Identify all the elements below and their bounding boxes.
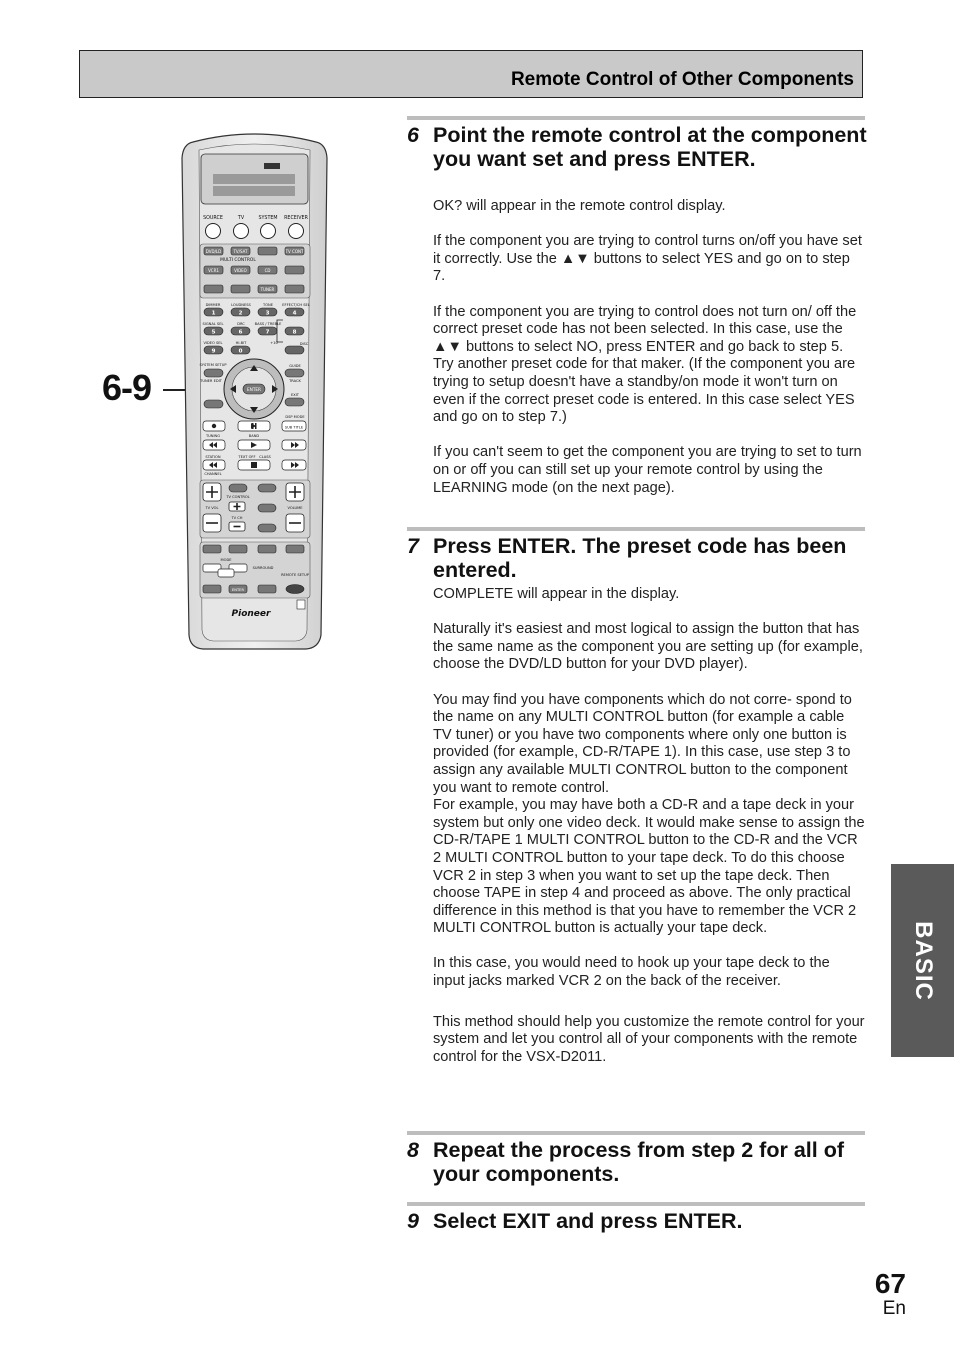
remote-control-illustration [181, 130, 328, 650]
svg-text:BAND: BAND [248, 434, 260, 438]
svg-text:4: 4 [292, 310, 297, 317]
label-multi-control: MULTI CONTROL [220, 258, 256, 263]
svg-text:VCR1: VCR1 [208, 268, 219, 273]
step-title: Select EXIT and press ENTER. [433, 1209, 743, 1233]
step-title: Press ENTER. The preset code has been entered. [433, 534, 847, 582]
paragraph: If you can't seem to get the component you are trying to set to turn on or off you can still set up your remote control by using the LEARNING mode (on the next page). [433, 444, 862, 496]
svg-text:+10: +10 [270, 341, 278, 345]
svg-text:TV CONT: TV CONT [285, 249, 304, 254]
step-number: 9 [407, 1209, 419, 1233]
step-6-body [433, 198, 865, 497]
paragraph: Naturally it's easiest and most logical to assign the button that has the same name as the component you are setting up (for example, choose the DVD/LD button for your DVD player). [433, 621, 863, 673]
svg-text:TV VOL: TV VOL [205, 506, 219, 510]
svg-text:TEXT OFF: TEXT OFF [238, 455, 256, 459]
paragraph: If the component you are trying to control does not turn on/ off the correct preset code has not been selected. In this case, use the ▲▼ buttons to select NO, press ENTER and go back to step 5. Try another preset code for that maker. (If the component you are trying to setup doesn't have a standby/on mode it won't turn on even if the correct preset code is entered. In this case select YES and go on to step 7.) [433, 303, 857, 426]
section-rule [407, 1131, 865, 1135]
svg-text:2: 2 [238, 310, 243, 317]
svg-text:DRC: DRC [237, 322, 245, 326]
svg-text:0: 0 [238, 348, 243, 355]
svg-text:DSP MODE: DSP MODE [285, 415, 305, 419]
paragraph: In this case, you would need to hook up your tape deck to the input jacks marked VCR 2 on the back of the receiver. [433, 955, 830, 990]
svg-text:EFFECT/CH SEL: EFFECT/CH SEL [282, 303, 310, 307]
step-8 [407, 1138, 867, 1186]
paragraph: This method should help you customize the remote control for your system and let you control all of your components with the remote control for the VSX-D2011. [433, 1013, 865, 1065]
svg-text:SYSTEM SETUP: SYSTEM SETUP [199, 363, 227, 367]
svg-text:EXIT: EXIT [291, 393, 299, 397]
page-number: 67 [874, 1268, 906, 1299]
svg-text:8: 8 [292, 329, 297, 336]
chapter-tab [891, 864, 954, 1057]
svg-text:9: 9 [211, 348, 216, 355]
svg-text:TUNER: TUNER [260, 287, 275, 292]
svg-text:DISC: DISC [299, 342, 309, 346]
svg-text:LOUDNESS: LOUDNESS [231, 303, 251, 307]
step-number: 8 [407, 1138, 419, 1162]
section-header-bar [79, 50, 863, 98]
label-tv: TV [237, 216, 245, 221]
svg-text:SURROUND: SURROUND [252, 566, 274, 570]
svg-text:REMOTE SETUP: REMOTE SETUP [281, 573, 309, 577]
svg-text:CHANNEL: CHANNEL [204, 472, 222, 476]
svg-text:CD: CD [264, 268, 271, 273]
svg-text:TV/SAT: TV/SAT [233, 249, 248, 254]
paragraph: You may find you have components which do not corre- spond to the name on any MULTI CONTROL button (for example a cable TV tuner) or you have two components where only one button is provided (for example, CD-R/TAPE 1). In this case, use step 3 to assign any available MULTI CONTROL button to the component you want to remote control. [433, 691, 852, 796]
paragraph: For example, you may have both a CD-R and a tape deck in your system but only one video deck. It would make sense to assign the CD-R/TAPE 1 MULTI CONTROL button to the CD-R and the VCR 2 MULTI CONTROL button to your tape deck. To do this choose VCR 2 in step 3 when you want to set up the tape deck. Then choose TAPE in step 4 and proceed as above. The only practical difference in this method is that you have to remember the VCR 2 MULTI CONTROL button is actually your tape deck. [433, 797, 865, 937]
svg-text:TUNING: TUNING [205, 434, 221, 438]
svg-text:GUIDE: GUIDE [289, 364, 301, 368]
svg-text:TONE: TONE [263, 303, 273, 307]
step-9 [407, 1209, 867, 1233]
svg-text:TV CH: TV CH [231, 516, 243, 520]
svg-text:VOLUME: VOLUME [287, 506, 303, 510]
svg-text:STATION: STATION [205, 455, 221, 459]
svg-text:MODE: MODE [220, 558, 232, 562]
svg-text:VIDEO SEL: VIDEO SEL [203, 341, 223, 345]
section-rule [407, 527, 865, 531]
svg-text:SUB TITLE: SUB TITLE [284, 425, 304, 430]
svg-text:SIGNAL SEL: SIGNAL SEL [202, 322, 224, 326]
svg-text:TRACK: TRACK [289, 379, 301, 383]
svg-text:3: 3 [265, 310, 270, 317]
paragraph: If the component you are trying to control turns on/off you have set it correctly. Use the ▲▼ buttons to select YES and go on to step 7. [433, 233, 862, 285]
paragraph: COMPLETE will appear in the display. [433, 586, 680, 602]
label-system: SYSTEM [258, 216, 278, 221]
section-rule [407, 116, 865, 120]
svg-text:TV CONTROL: TV CONTROL [226, 495, 250, 499]
step-7 [407, 534, 867, 582]
step-title: Point the remote control at the component you want set and press ENTER. [433, 123, 867, 171]
paragraph: OK? will appear in the remote control display. [433, 198, 726, 214]
label-enter: ENTER [247, 387, 261, 392]
page-language: En [882, 1298, 906, 1319]
step-number: 6 [407, 123, 419, 147]
figure-step-label: 6-9 [102, 367, 152, 408]
svg-text:7: 7 [265, 329, 270, 336]
label-source: SOURCE [203, 216, 223, 221]
step-6 [407, 123, 867, 171]
svg-text:HI-BIT: HI-BIT [235, 341, 247, 345]
label-receiver: RECEIVER [284, 216, 308, 221]
svg-text:DIMMER: DIMMER [205, 303, 221, 307]
svg-text:6: 6 [238, 329, 243, 336]
step-title: Repeat the process from step 2 for all of your components. [433, 1138, 844, 1186]
step-7-body [433, 586, 865, 1066]
svg-text:5: 5 [211, 329, 216, 336]
brand-logo: Pioneer [231, 609, 271, 619]
svg-text:TUNER EDIT: TUNER EDIT [200, 379, 222, 383]
section-title: Remote Control of Other Components [510, 69, 854, 90]
svg-text:VIDEO: VIDEO [234, 268, 247, 273]
svg-text:DVD/LD: DVD/LD [205, 249, 222, 254]
svg-text:ENTER: ENTER [232, 588, 244, 592]
chapter-tab-label: BASIC [909, 920, 937, 1001]
svg-text:CLASS: CLASS [259, 455, 271, 459]
section-rule [407, 1202, 865, 1206]
step-number: 7 [407, 534, 419, 558]
svg-text:BASS / TREBLE: BASS / TREBLE [254, 322, 282, 326]
svg-text:1: 1 [211, 310, 216, 317]
